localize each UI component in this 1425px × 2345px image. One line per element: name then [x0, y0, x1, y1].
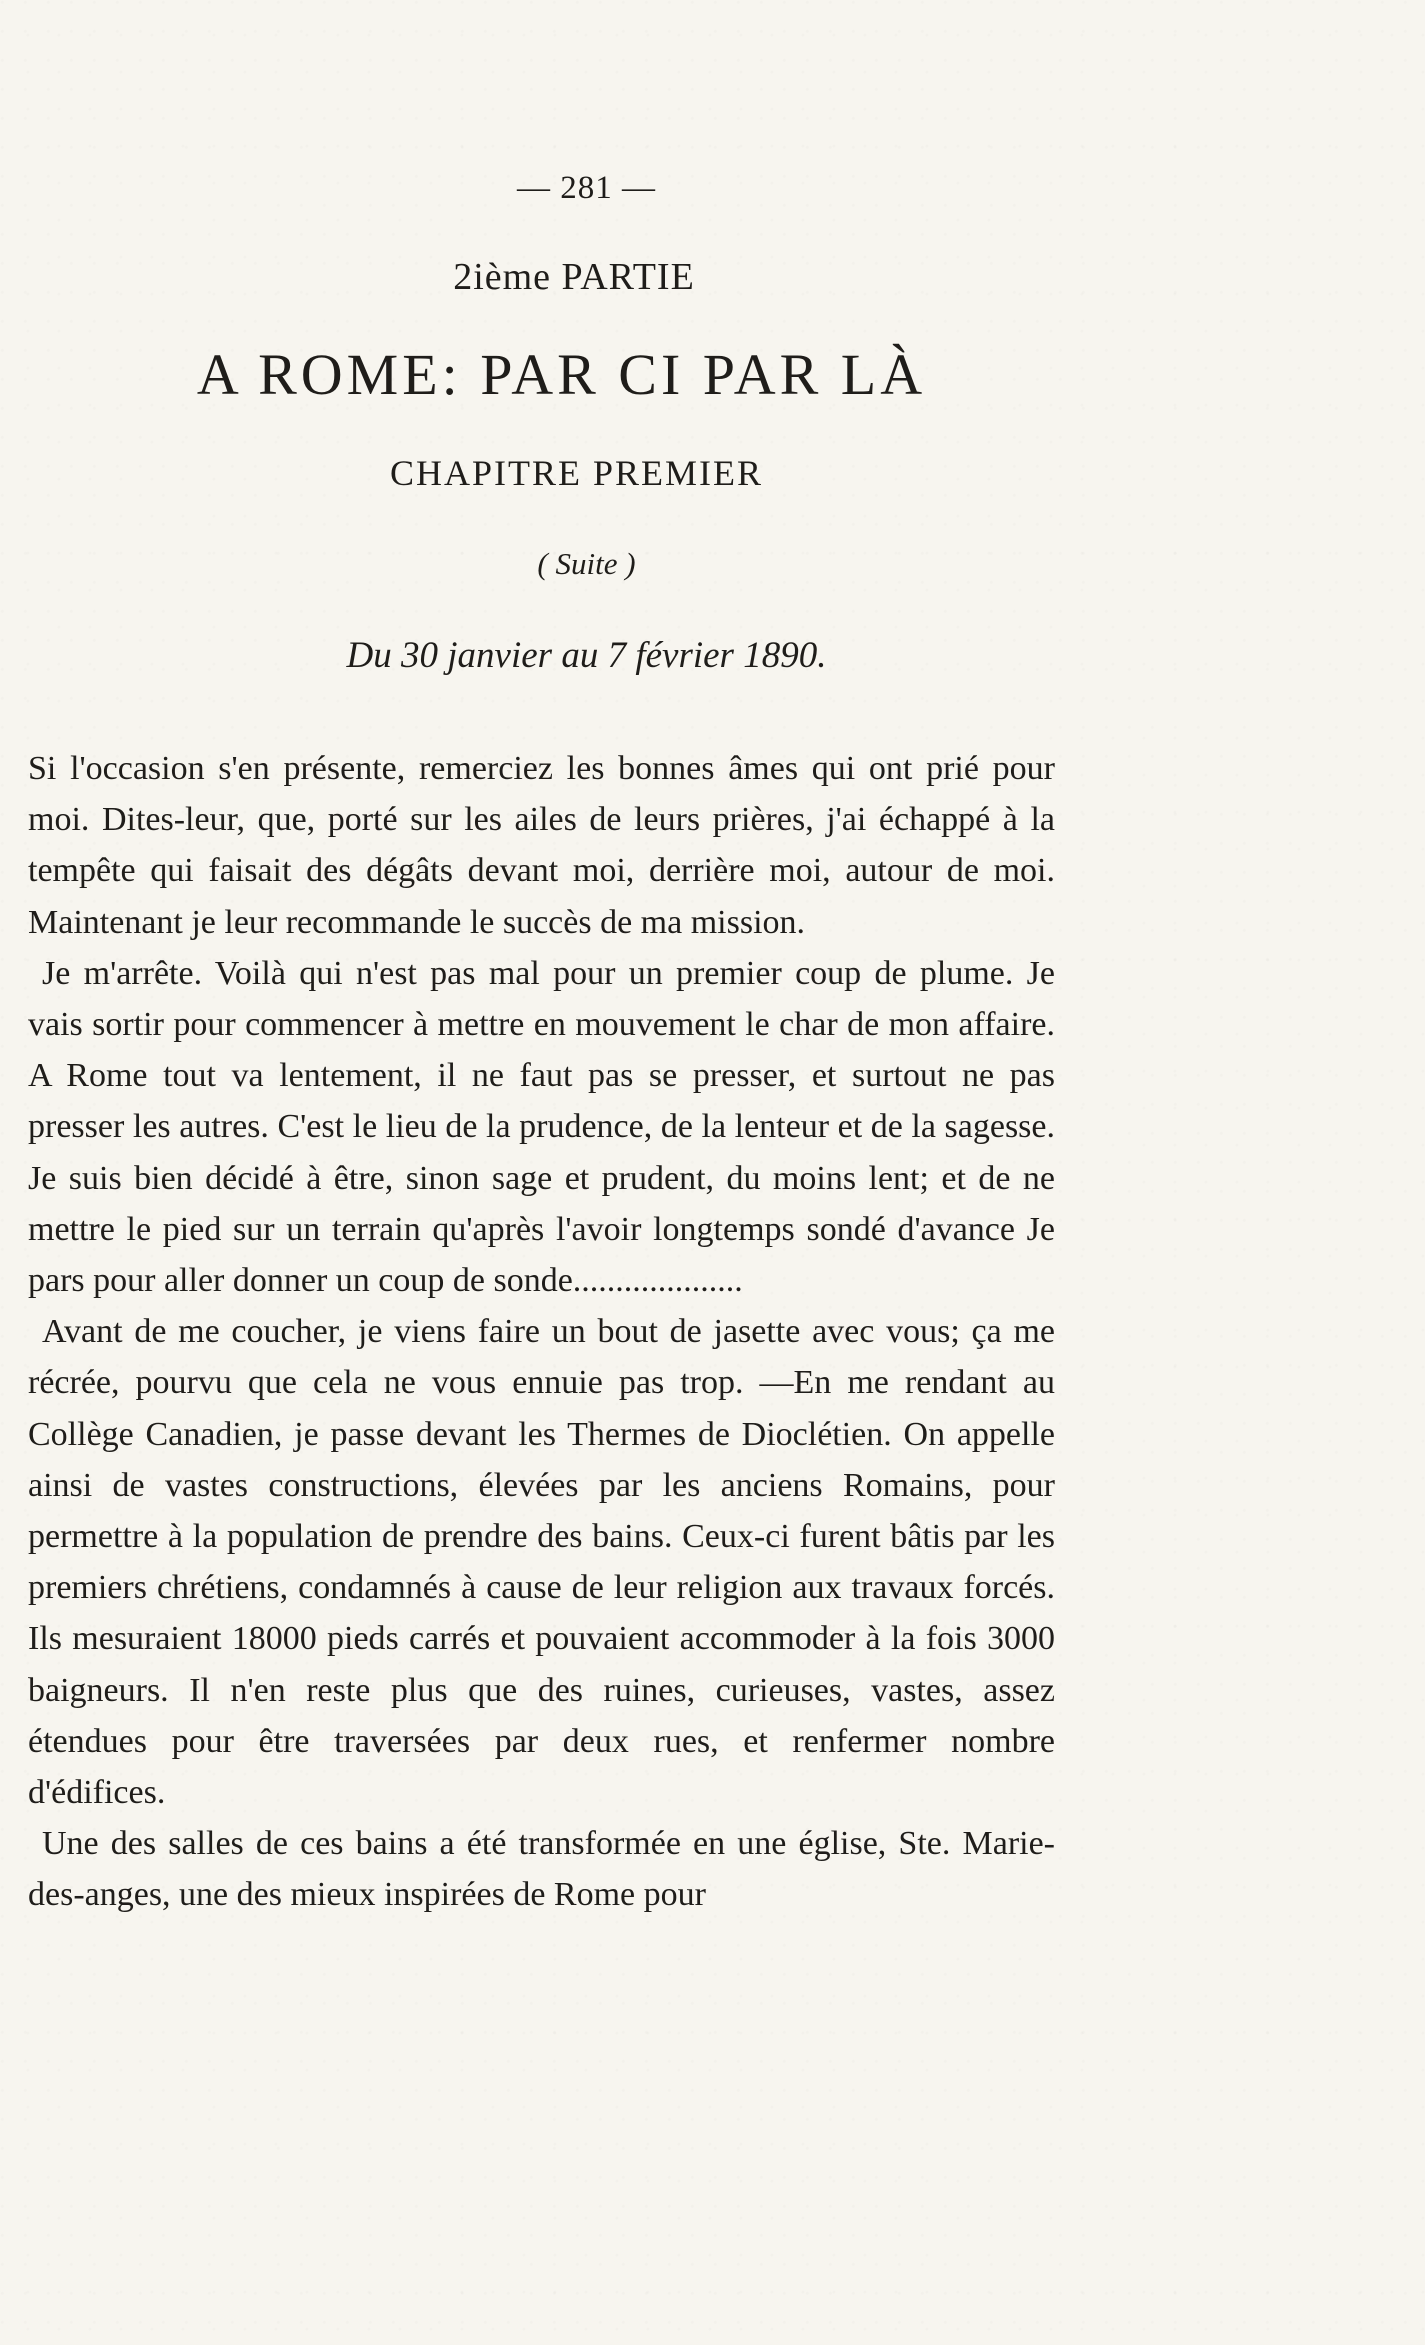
part-heading: 2ième PARTIE [453, 256, 695, 298]
date-range: Du 30 janvier au 7 février 1890. [346, 635, 827, 676]
paragraph: Si l'occasion s'en présente, remerciez les bonnes âmes qui ont prié pour moi. Dites-leur, que, porté sur les ailes de leurs prières, j'ai échappé à la tempête qui faisait des dégâts devant moi, derrière moi, autour de moi. Maintenant je leur recommande le succès de ma mission. [28, 750, 1055, 941]
paragraph: Je m'arrête. Voilà qui n'est pas mal pour un premier coup de plume. Je vais sortir pour commencer à mettre en mouvement le char de mon affaire. A Rome tout va lentement, il ne faut pas se presser, et surtout ne pas presser les autres. C'est le lieu de la prudence, de la lenteur et de la sagesse. Je suis bien décidé à être, sinon sage et prudent, du moins lent; et de ne mettre le pied sur un terrain qu'après l'avoir longtemps sondé d'avance Je pars pour aller donner un coup de sonde.................... [28, 954, 1055, 1300]
body-text [28, 743, 1055, 1921]
page-number: — 281 — [517, 170, 656, 206]
page-title: A ROME: PAR CI PAR LÀ [196, 342, 927, 407]
paragraph: Avant de me coucher, je viens faire un bout de jasette avec vous; ça me récrée, pourvu que cela ne vous ennuie pas trop. —En me rendant au Collège Canadien, je passe devant les Thermes de Dioclétien. On appelle ainsi de vastes constructions, élevées par les anciens Romains, pour permettre à la population de prendre des bains. Ceux-ci furent bâtis par les premiers chrétiens, condamnés à cause de leur religion aux travaux forcés. Ils mesuraient 18000 pieds carrés et pouvaient accommoder à la fois 3000 baigneurs. Il n'en reste plus que des ruines, curieuses, vastes, assez étendues pour être traversées par deux rues, et renfermer nombre d'édifices. [28, 1313, 1055, 1812]
chapter-heading: CHAPITRE PREMIER [389, 453, 764, 493]
suite-label: ( Suite ) [537, 546, 636, 581]
paragraph: Une des salles de ces bains a été transformée en une église, Ste. Marie-des-anges, une des mieux inspirées de Rome pour [28, 1825, 1055, 1914]
